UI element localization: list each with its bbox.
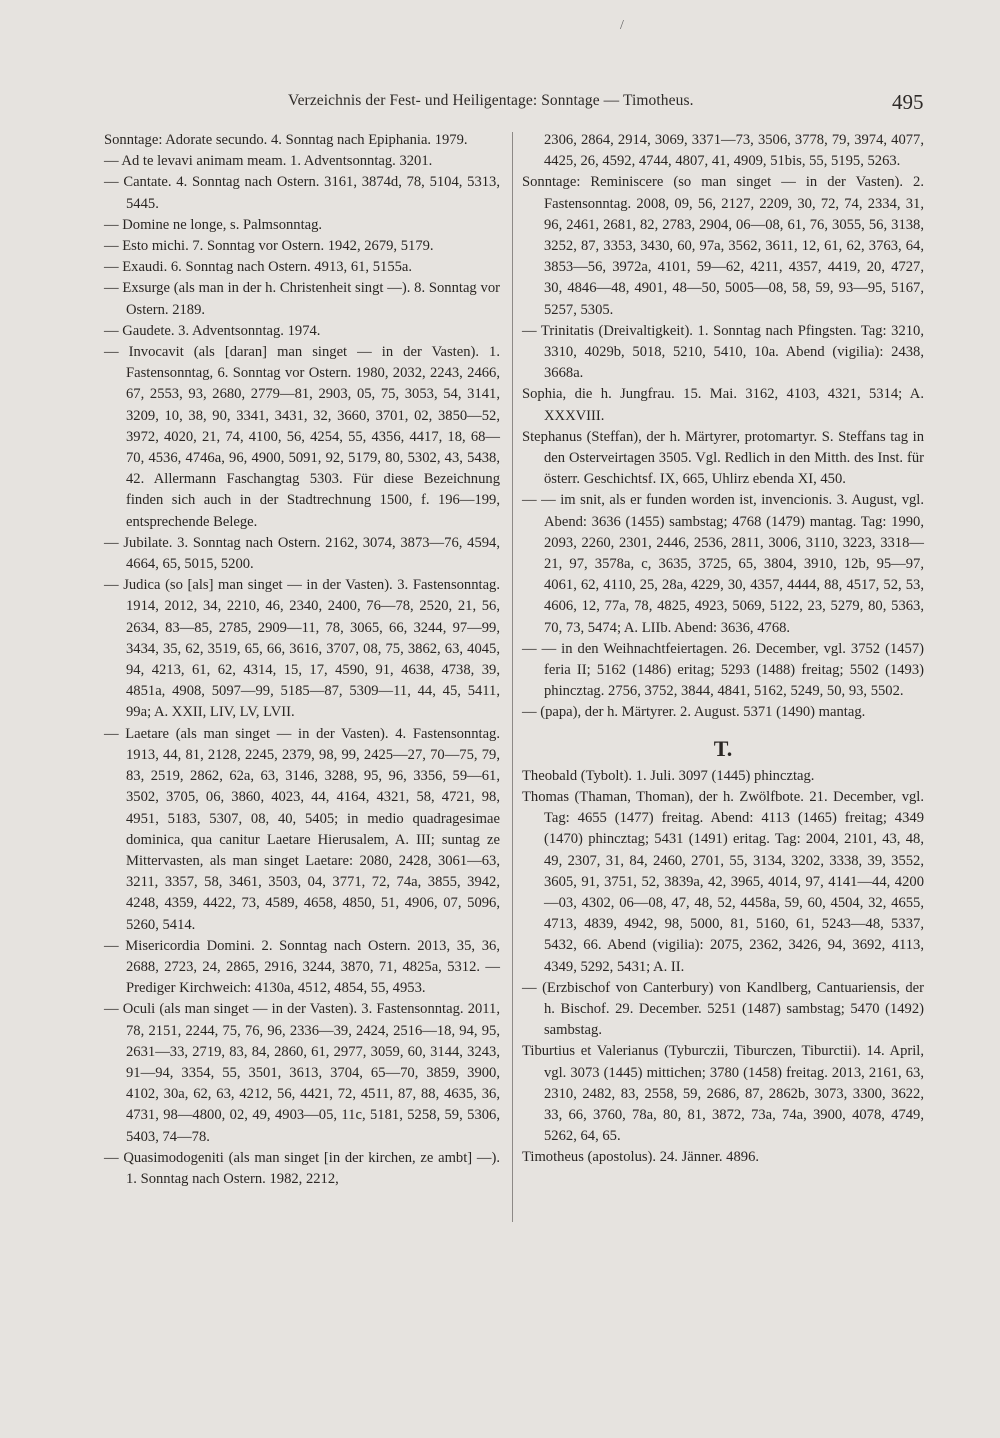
continued-entry: 2306, 2864, 2914, 3069, 3371—73, 3506, 3778, 79, 3974, 4077, 4425, 26, 4592, 4744, 4807, 41, 4909, 51bis, 55, 5195, 5263. bbox=[544, 132, 924, 170]
index-entry: — Cantate. 4. Sonntag nach Ostern. 3161, 3874d, 78, 5104, 5313, 5445. bbox=[104, 174, 500, 212]
index-entry: — Invocavit (als [daran] man singet — in der Vasten). 1. Fastensonntag, 6. Sonntag vor Ostern. 1980, 2032, 2243, 2466, 67, 2553, 93, 2680, 2779—81, 2903, 05, 75, 3053, 54, 3141, 3209, 10, 38, 90, 3341, 3431, 32, 3660, 3701, 02, 3850—52, 3972, 4020, 21, 74, 4100, 56, 4254, 55, 4356, 4417, 18, 68—70, 4536, 4746a, 96, 4900, 5091, 92, 5179, 80, 5302, 43, 5438, 42. Allermann Faschangtag 5303. Für diese Bezeichnung finden sich auch in der Stadtrechnung 1500, f. 196—199, entsprechende Belege. bbox=[104, 344, 500, 530]
page-number: 495 bbox=[892, 90, 924, 114]
index-entry: — Ad te levavi animam meam. 1. Adventsonntag. 3201. bbox=[104, 153, 433, 170]
index-entry: — Domine ne longe, s. Palmsonntag. bbox=[104, 216, 323, 233]
index-entry: Sonntage: Reminiscere (so man singet — in der Vasten). 2. Fastensonntag. 2008, 09, 56, 2127, 2209, 30, 72, 74, 2334, 31, 96, 2461, 2681, 82, 2783, 2904, 06—08, 61, 76, 3055, 56, 3138, 3252, 87, 3353, 3430, 60, 97a, 3562, 3611, 12, 61, 62, 3763, 64, 3853—56, 3972a, 4101, 59—62, 4211, 4357, 4419, 20, 4727, 30, 4846—48, 4901, 48—50, 5005—08, 58, 59, 93—95, 5167, 5257, 5305. bbox=[522, 174, 924, 318]
index-entry: — Oculi (als man singet — in der Vasten). 3. Fastensonntag. 2011, 78, 2151, 2244, 75, 76, 96, 2336—39, 2424, 2516—18, 94, 95, 2631—33, 2719, 83, 84, 2860, 61, 2977, 3059, 60, 3144, 3243, 91—94, 3354, 55, 3501, 3613, 3704, 65—70, 3859, 3900, 4102, 30a, 62, 63, 4212, 56, 4421, 72, 4511, 87, 88, 4635, 36, 4731, 98—4800, 02, 49, 4903—05, 11c, 5181, 5258, 59, 5306, 5403, 74—78. bbox=[104, 1001, 500, 1145]
running-head: Verzeichnis der Fest- und Heiligentage: Sonntage — Timotheus. bbox=[288, 92, 694, 109]
right-column bbox=[522, 130, 924, 1169]
index-entry: — Trinitatis (Dreivaltigkeit). 1. Sonntag nach Pfingsten. Tag: 3210, 3310, 4029b, 5018, 5210, 5410, 10a. Abend (vigilia): 2438, 3668a. bbox=[522, 322, 924, 382]
index-entry: — (Erzbischof von Canterbury) von Kandlberg, Cantuariensis, der h. Bischof. 29. December. 5251 (1487) sambstag; 5470 (1492) sambstag. bbox=[522, 979, 924, 1039]
index-entry: — Misericordia Domini. 2. Sonntag nach Ostern. 2013, 35, 36, 2688, 2723, 24, 2865, 2916, 3244, 3870, 71, 4825a, 5312. — Prediger Kirchweich: 4130a, 4512, 4854, 55, 4953. bbox=[104, 937, 500, 997]
index-entry: — Laetare (als man singet — in der Vasten). 4. Fastensonntag. 1913, 44, 81, 2128, 2245, 2379, 98, 99, 2425—27, 70—75, 79, 83, 2519, 2862, 62a, 63, 3146, 3288, 95, 96, 3356, 59—61, 3502, 3705, 06, 3860, 4023, 44, 4164, 4321, 58, 4721, 98, 4951, 5183, 5307, 08, 40, 5405; in medio quadragesimae dominica, qua canitur Laetare Hierusalem, A. III; suntag ze Mittervasten, als man singet Laetare: 2080, 2428, 3061—63, 3211, 3357, 58, 3461, 3503, 04, 3771, 72, 74a, 3855, 3942, 4248, 4359, 4422, 73, 4589, 4658, 4850, 51, 4906, 07, 5096, 5260, 5414. bbox=[104, 725, 500, 933]
index-entry: — Jubilate. 3. Sonntag nach Ostern. 2162, 3074, 3873—76, 4594, 4664, 65, 5015, 5200. bbox=[104, 534, 500, 573]
index-entry: Sophia, die h. Jungfrau. 15. Mai. 3162, 4103, 4321, 5314; A. XXXVIII. bbox=[522, 386, 924, 424]
index-entry: Thomas (Thaman, Thoman), der h. Zwölfbote. 21. December, vgl. Tag: 4655 (1477) freitag. Abend: 4113 (1465) freitag; 4349 (1470) phincztag; 5431 (1491) eritag. Tag: 2004, 2101, 43, 48, 49, 2307, 31, 84, 2460, 2701, 55, 3134, 3202, 3338, 39, 3552, 3605, 91, 3751, 52, 3839a, 42, 3965, 4014, 97, 4141—44, 4200—03, 4302, 06—08, 47, 48, 52, 4458a, 59, 60, 4504, 32, 4655, 4713, 4839, 4942, 98, 5000, 81, 5160, 61, 5243—48, 5337, 5432, 66. Abend (vigilia): 2075, 2362, 3426, 94, 3692, 4113, 4349, 5292, 5431; A. II. bbox=[522, 788, 924, 975]
index-entry: — Judica (so [als] man singet — in der Vasten). 3. Fastensonntag. 1914, 2012, 34, 2210, 46, 2340, 2400, 76—78, 2520, 21, 56, 2634, 83—85, 2785, 2909—11, 78, 3065, 66, 3244, 97—99, 3434, 35, 62, 3519, 65, 66, 3616, 3707, 08, 75, 3862, 63, 4045, 94, 4213, 61, 62, 4314, 15, 17, 4590, 91, 4638, 4738, 39, 4851a, 4908, 5097—99, 5185—87, 5309—11, 44, 45, 5411, 99a; A. XXII, LIV, LV, LVII. bbox=[104, 577, 500, 721]
column-divider bbox=[512, 132, 513, 1222]
index-entry: — Quasimodogeniti (als man singet [in der kirchen, ze ambt] —). 1. Sonntag nach Ostern. 1982, 2212, bbox=[104, 1149, 500, 1187]
index-entry: — Exaudi. 6. Sonntag nach Ostern. 4913, 61, 5155a. bbox=[104, 259, 413, 276]
index-entry: — Esto michi. 7. Sonntag vor Ostern. 1942, 2679, 5179. bbox=[104, 238, 434, 255]
left-column bbox=[104, 130, 500, 1190]
index-entry: — — im snit, als er funden worden ist, invencionis. 3. August, vgl. Abend: 3636 (1455) sambstag; 4768 (1479) mantag. Tag: 1990, 2093, 2260, 2301, 2446, 2536, 2811, 3006, 3110, 3223, 3318—21, 97, 3578a, c, 3635, 3725, 65, 3804, 3910, 12b, 95—97, 4061, 62, 4110, 25, 28a, 4229, 30, 4357, 4444, 88, 4517, 52, 53, 4606, 12, 77a, 78, 4825, 4923, 5069, 5122, 23, 5279, 80, 5363, 70, 73, 5474; A. LIIb. Abend: 3636, 4768. bbox=[522, 492, 924, 636]
index-entry: — — in den Weihnachtfeiertagen. 26. December, vgl. 3752 (1457) feria II; 5162 (1486) eritag; 5293 (1488) freitag; 5502 (1493) phincztag. 2756, 3752, 3844, 4841, 5162, 5249, 50, 93, 5502. bbox=[522, 640, 924, 700]
index-entry: Timotheus (apostolus). 24. Jänner. 4896. bbox=[522, 1149, 760, 1166]
index-entry: Sonntage: Adorate secundo. 4. Sonntag nach Epiphania. 1979. bbox=[104, 132, 468, 148]
index-entry: Theobald (Tybolt). 1. Juli. 3097 (1445) phincztag. bbox=[522, 767, 815, 784]
index-entry: — Gaudete. 3. Adventsonntag. 1974. bbox=[104, 322, 321, 339]
corner-mark: / bbox=[620, 18, 624, 33]
index-entry: Stephanus (Steffan), der h. Märtyrer, protomartyr. S. Steffans tag in den Osterveirtagen 3505. Vgl. Redlich in den Mitth. des Inst. für österr. Geschichtsf. IX, 665, Uhlirz ebenda XI, 450. bbox=[522, 428, 924, 488]
section-letter: T. bbox=[713, 735, 733, 761]
index-entry: Tiburtius et Valerianus (Tyburczii, Tiburczen, Tiburctii). 14. April, vgl. 3073 (1445) mittichen; 3780 (1458) freitag. 2013, 2161, 63, 2310, 2482, 83, 2558, 59, 2686, 87, 2862b, 3073, 3300, 3622, 33, 66, 3760, 78a, 80, 81, 3872, 73a, 74a, 3900, 4078, 4749, 5262, 64, 65. bbox=[522, 1043, 924, 1145]
index-entry: — (papa), der h. Märtyrer. 2. August. 5371 (1490) mantag. bbox=[522, 704, 866, 721]
index-entry: — Exsurge (als man in der h. Christenheit singt —). 8. Sonntag vor Ostern. 2189. bbox=[104, 280, 500, 318]
